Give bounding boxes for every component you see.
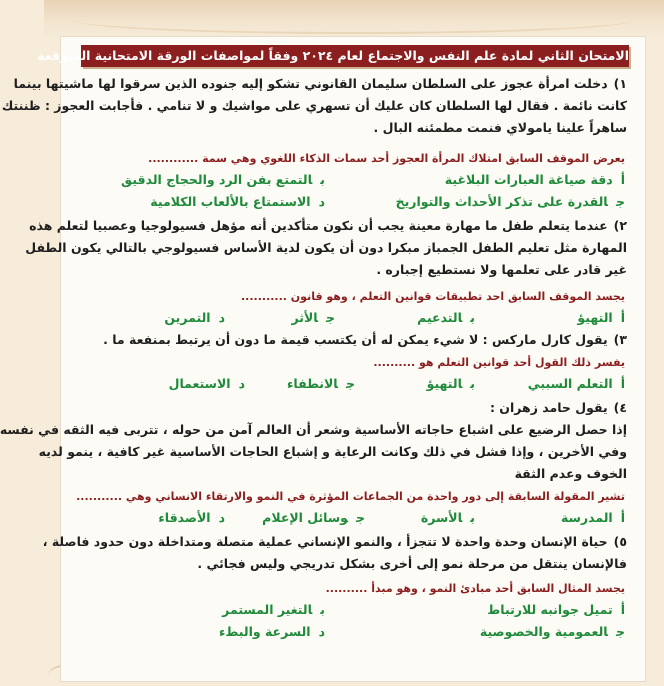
option-b[interactable]: بالتمتع بفن الرد والحجاج الدقيق [121, 172, 325, 187]
question-1-options [77, 169, 625, 213]
option-c[interactable]: جالانطفاء [287, 376, 355, 391]
question-line: المهارة مثل تعليم الطفل الجمباز مبكرا دون أن يكون لدية الأساس فسيولوجي بالتالي يكون الطفل [25, 240, 627, 255]
option-a[interactable]: أالمدرسة [561, 510, 625, 525]
question-number: ٣) [613, 332, 627, 347]
option-d[interactable]: دالاستمتاع بالألعاب الكلامية [150, 194, 325, 209]
option-c[interactable]: جالأثر [291, 310, 335, 325]
option-d[interactable]: دالاستعمال [168, 376, 245, 391]
option-b[interactable]: بالتهيؤ [426, 376, 475, 391]
option-d[interactable]: دالسرعة والبطء [219, 624, 325, 639]
option-a[interactable]: أالتعلم السببي [527, 376, 625, 391]
question-line: غير قادر على تعلمها ولا نستطيع إجباره . [376, 262, 627, 277]
question-line: ١)دخلت امرأة عجوز على السلطان سليمان القانوني تشكو إليه جنوده الذين سرقوا لها ماشيتها بينما [13, 76, 627, 91]
option-c[interactable]: جوسائل الإعلام [262, 510, 365, 525]
option-a[interactable]: أدقة صياغة العبارات البلاغية [444, 172, 625, 187]
question-line: إذا حصل الرضيع على اشباع حاجاته الأساسية وشعر أن العالم آمن من حوله ، تتربى فيه الثقه في نفسه [0, 422, 627, 437]
question-4-options [77, 507, 625, 529]
question-line: ٣)يقول كارل ماركس : لا شيء يمكن له أن يكتسب قيمة ما دون أن يرتبط بمنفعة ما . [103, 332, 627, 347]
question-number: ٤) [613, 400, 627, 415]
exam-title: الامتحان الثاني لمادة علم النفس والاجتماع لعام ٢٠٢٤ وفقاً لمواصفات الورقة الامتحانية المتوقعة [81, 45, 629, 67]
question-number: ١) [613, 76, 627, 91]
question-line: كانت نائمة . فقال لها السلطان كان عليك أن تسهري على مواشيك و لا تنامي . فأجابت العجوز : ظننتك [1, 98, 627, 113]
option-d[interactable]: دالتمرين [164, 310, 225, 325]
question-1 [1, 73, 627, 139]
option-b[interactable]: بالتدعيم [417, 310, 475, 325]
question-3 [75, 329, 627, 351]
option-b[interactable]: بالتغير المستمر [222, 602, 325, 617]
question-2 [25, 215, 627, 281]
question-line: الخوف وعدم الثقة [514, 466, 627, 481]
question-3-prompt: يفسر ذلك القول أحد قوانين التعلم هو .......... [373, 356, 625, 369]
question-number: ٥) [613, 534, 627, 549]
question-2-prompt: يجسد الموقف السابق احد تطبيقات قوانين التعلم ، وهو قانون ........... [241, 290, 625, 303]
question-line: ٥)حياة الإنسان وحدة واحدة لا تتجزأ ، والنمو الإنساني عملية متصلة ومتداخلة دون حدود فاصلة ، [42, 534, 627, 549]
exam-sheet [0, 36, 646, 682]
question-5-prompt: يجسد المثال السابق أحد مبادئ النمو ، وهو مبدأ .......... [325, 582, 625, 595]
question-4 [0, 397, 627, 485]
option-c[interactable]: جالعمومية والخصوصية [479, 624, 625, 639]
question-line: ٢)عندما يتعلم طفل ما مهارة معينة يجب أن نكون متأكدين أنه مؤهل فسيولوجيا وعصبيا لتعلم هذه [29, 218, 627, 233]
header-decoration [44, 0, 664, 40]
question-5 [42, 531, 627, 575]
question-1-prompt: يعرض الموقف السابق امتلاك المرأة العجوز أحد سمات الذكاء اللغوي وهي سمة ............ [148, 152, 625, 165]
option-a[interactable]: أتميل جوانبه للارتباط [487, 602, 625, 617]
question-5-options [77, 599, 625, 643]
question-line: ساهراً علينا يامولاي فنمت مطمئنه البال . [373, 120, 627, 135]
question-3-options [77, 373, 625, 395]
question-4-prompt: تشير المقولة السابقة إلى دور واحدة من الجماعات المؤثرة في النمو والارتقاء الانساني وهي ........... [76, 490, 625, 503]
question-line: وفي الأخرين ، وإذا فشل في ذلك وكانت الرعاية و إشباع الحاجات الأساسية غير كافية ، ينمو لديه [38, 444, 627, 459]
option-d[interactable]: دالأصدقاء [158, 510, 225, 525]
question-line: ٤)يقول حامد زهران : [489, 400, 627, 415]
option-a[interactable]: أالتهيؤ [577, 310, 625, 325]
question-line: فالإنسان ينتقل من مرحلة نمو إلى أخرى بشكل تدريجي وليس فجائي . [197, 556, 627, 571]
question-number: ٢) [613, 218, 627, 233]
question-2-options [77, 307, 625, 329]
option-b[interactable]: بالأسرة [420, 510, 475, 525]
option-c[interactable]: جالقدرة على تذكر الأحداث والتواريخ [395, 194, 625, 209]
